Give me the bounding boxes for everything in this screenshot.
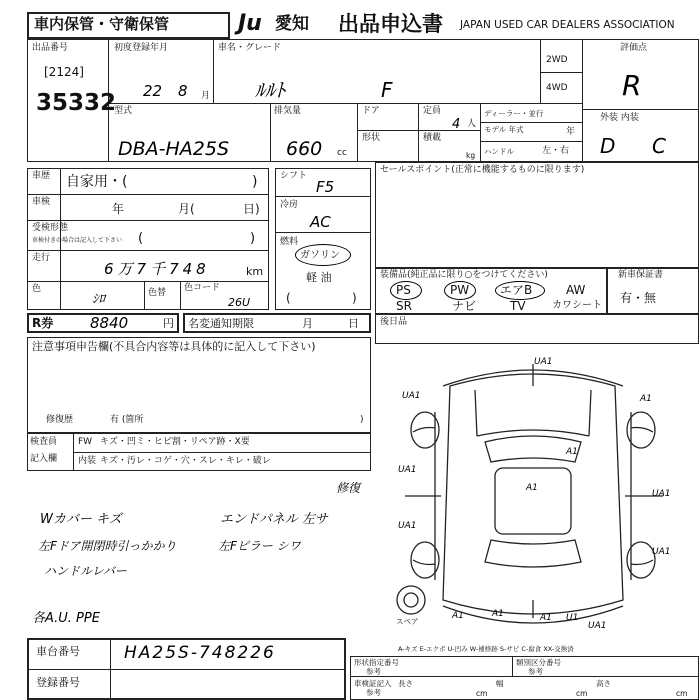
mark-left-rear-door: UA1 [398, 521, 417, 531]
ext-int-label: 外装 内装 [600, 113, 639, 123]
inspection-year: 年 [112, 202, 125, 216]
form-title: 出品申込書 [338, 12, 443, 36]
inspector-row2: キズ・汚レ・コゲ・穴・スレ・キレ・破レ [100, 456, 271, 466]
mark-rear-mid: A1 [540, 613, 552, 623]
equip-pw-circle [444, 281, 476, 300]
mark-roof: A1 [526, 483, 538, 493]
equip-sr: SR [396, 299, 412, 313]
color-change-label: 色替 [148, 288, 167, 298]
association-name: JAPAN USED CAR DEALERS ASSOCIATION [460, 19, 675, 31]
hand-note-4: 左Fピラー シワ [218, 539, 301, 553]
doors-label: ドア [362, 106, 380, 116]
length-unit: cm [476, 689, 488, 698]
color-value: ｼﾛ [92, 292, 105, 307]
registration-label: 登録番号 [36, 676, 80, 689]
score-label: 評価点 [620, 43, 648, 53]
warranty-options: 有・無 [620, 291, 657, 305]
shift-label: シフト [280, 171, 308, 181]
first-reg-month: 8 [178, 82, 188, 100]
warranty-label: 新車保証書 [618, 270, 664, 280]
dealer-label: ディーラー・並行 [484, 109, 544, 118]
capacity-value: 4 [452, 117, 461, 132]
inspector-row1: キズ・凹ミ・ヒビ割・リペア跡・X要 [100, 437, 250, 447]
inspection-label: 車検 [32, 197, 51, 207]
spare-label: スペア [396, 617, 419, 626]
inspection-month: 月( [178, 202, 195, 216]
displacement-value: 660 [286, 138, 323, 160]
org-name: 愛知 [275, 14, 309, 34]
class-label: 類別区分番号 [516, 658, 561, 667]
chassis-value: HA25S-748226 [124, 643, 276, 663]
load-label: 積載 [423, 133, 442, 143]
width-unit: cm [576, 689, 588, 698]
r-ticket-label: R券 [32, 316, 54, 330]
shift-value: F5 [316, 178, 335, 196]
equip-ps-circle [390, 281, 422, 300]
model-value: DBA-HA25S [118, 138, 230, 160]
history-value: 自家用・( [66, 174, 128, 190]
shape-label: 形状 [362, 133, 381, 143]
mark-left-front-door: UA1 [398, 465, 417, 475]
handle-options: 左・右 [542, 146, 570, 156]
notes-label: 注意事項申告欄(不具合内容等は具体的に記入して下さい) [32, 340, 316, 353]
cert-ref: 参考 [366, 688, 381, 697]
fuel-label: 燃料 [280, 237, 299, 247]
mark-right-door: UA1 [652, 489, 671, 499]
class-ref: 参考 [528, 667, 543, 676]
car-name-label: 車名・グレード [218, 43, 282, 53]
hand-note-1: Wカバー キズ [40, 512, 122, 527]
recv-form-sub: 車検付きの場合は記入して下さい [32, 237, 123, 244]
inspector-fw: FW [78, 437, 93, 447]
hand-repair-mark: 修復 [336, 481, 361, 495]
handle-label: ハンドル [484, 147, 514, 156]
hand-note-5: ハンドルレバー [44, 564, 127, 578]
fuel-close: ) [352, 291, 357, 305]
name-change-day: 日 [348, 317, 359, 330]
repair-close: ) [360, 415, 364, 425]
displacement-unit: cc [337, 148, 347, 158]
repair-value: 有 (箇所 [110, 415, 144, 425]
width-label: 幅 [496, 679, 504, 688]
body-outline [443, 374, 623, 614]
mark-roof-upper: A1 [566, 447, 578, 457]
mark-rear-left: A1 [492, 609, 504, 619]
repair-label: 修復歴 [46, 415, 74, 425]
fuel-open: ( [286, 291, 291, 305]
recv-form-open: ( [138, 231, 144, 246]
equipment-label: 装備品(純正品に限り○をつけてください) [380, 270, 548, 280]
equip-pw: PW [450, 283, 470, 297]
mark-front-left: UA1 [402, 391, 421, 401]
first-reg-label: 初度登録年月 [114, 43, 169, 53]
inspection-day: 日) [243, 202, 260, 216]
model-year-unit: 年 [566, 127, 576, 137]
fuel-diesel: 軽 油 [306, 271, 332, 284]
lot-number: 35332 [36, 90, 117, 116]
name-change-month: 月 [302, 317, 313, 330]
equip-airbag: エアB [500, 283, 533, 297]
drive-4wd: 4WD [546, 83, 568, 93]
first-reg-month-unit: 月 [201, 91, 211, 101]
equip-ps: PS [396, 283, 411, 297]
cert-label: 車検証記入 [354, 679, 392, 688]
mark-rear-right: U1 [566, 613, 579, 623]
hand-note-3: 左Fドア開閉時引っかかり [38, 539, 177, 553]
damage-legend: A-キズ E-エクボ U-凹み W-補修跡 S-サビ C-腐食 XX-交換済 [398, 645, 574, 653]
mileage-label: 走行 [32, 253, 51, 263]
capacity-unit: 人 [467, 119, 477, 129]
r-ticket-unit: 円 [163, 317, 174, 330]
spec-ref: 参考 [366, 667, 381, 676]
inspector-label-1: 検査員 [30, 437, 58, 447]
aftersale-label: 後日品 [380, 317, 408, 327]
exterior-grade: D [600, 134, 616, 158]
recv-form-close: ) [250, 231, 256, 246]
lot-sub-number: [2124] [44, 65, 84, 79]
fuel-circle [295, 244, 351, 266]
hand-note-2: エンドパネル 左サ [220, 512, 328, 527]
length-label: 長さ [398, 679, 413, 688]
height-unit: cm [676, 689, 688, 698]
interior-grade: C [652, 134, 666, 158]
fuel-gasoline: ガソリン [300, 250, 340, 261]
mark-right-rear: UA1 [652, 547, 671, 557]
recv-form-label: 受検形態 [32, 223, 69, 233]
mileage-value: 6万7千748 [104, 260, 210, 278]
mark-front-right: A1 [640, 394, 652, 404]
equip-aw: AW [566, 283, 586, 297]
equip-leather: カワシート [552, 300, 602, 311]
storage-label: 車内保管・守衛保管 [34, 15, 170, 33]
drive-2wd: 2WD [546, 55, 568, 65]
mark-front: UA1 [534, 357, 553, 367]
inspector-interior: 内装 [78, 456, 97, 466]
cooler-label: 冷房 [280, 200, 299, 210]
equip-tv: TV [510, 299, 526, 313]
spec-label: 形状指定番号 [354, 658, 399, 667]
r-ticket-value: 8840 [90, 314, 129, 332]
car-name: ﾙﾙﾄ [255, 78, 285, 102]
inspector-label-2: 記入欄 [30, 454, 58, 464]
cooler-value: AC [310, 213, 331, 231]
chassis-label: 車台番号 [36, 645, 80, 658]
car-grade: F [381, 78, 393, 102]
color-code-label: 色コード [184, 283, 221, 293]
height-label: 高さ [596, 679, 611, 688]
history-close: ) [252, 174, 258, 190]
mark-rear-corner: A1 [452, 611, 464, 621]
equip-navi: ナビ [452, 299, 477, 313]
displacement-label: 排気量 [274, 106, 302, 116]
model-year-label: モデル 年式 [484, 125, 524, 134]
color-code: 26U [228, 296, 251, 309]
model-label: 型式 [114, 106, 133, 116]
ju-logo: Ju [238, 11, 262, 36]
lot-label: 出品番号 [32, 43, 69, 53]
load-unit: kg [466, 151, 476, 160]
mark-rear-bumper: UA1 [588, 621, 607, 631]
score-value: R [622, 69, 642, 102]
first-reg-year: 22 [143, 82, 163, 100]
sales-point-label: セールスポイント(正常に機能するものに限ります) [380, 165, 585, 175]
hand-note-6: 各A.U. PPE [32, 611, 100, 626]
history-label: 車歴 [32, 171, 51, 181]
sales-point-frame [375, 162, 699, 268]
equip-airbag-circle [495, 281, 545, 300]
color-label: 色 [32, 284, 42, 294]
mileage-unit: km [246, 265, 264, 278]
aftersale-frame [375, 314, 699, 344]
name-change-label: 名変通知期限 [188, 317, 254, 330]
capacity-label: 定員 [423, 106, 442, 116]
